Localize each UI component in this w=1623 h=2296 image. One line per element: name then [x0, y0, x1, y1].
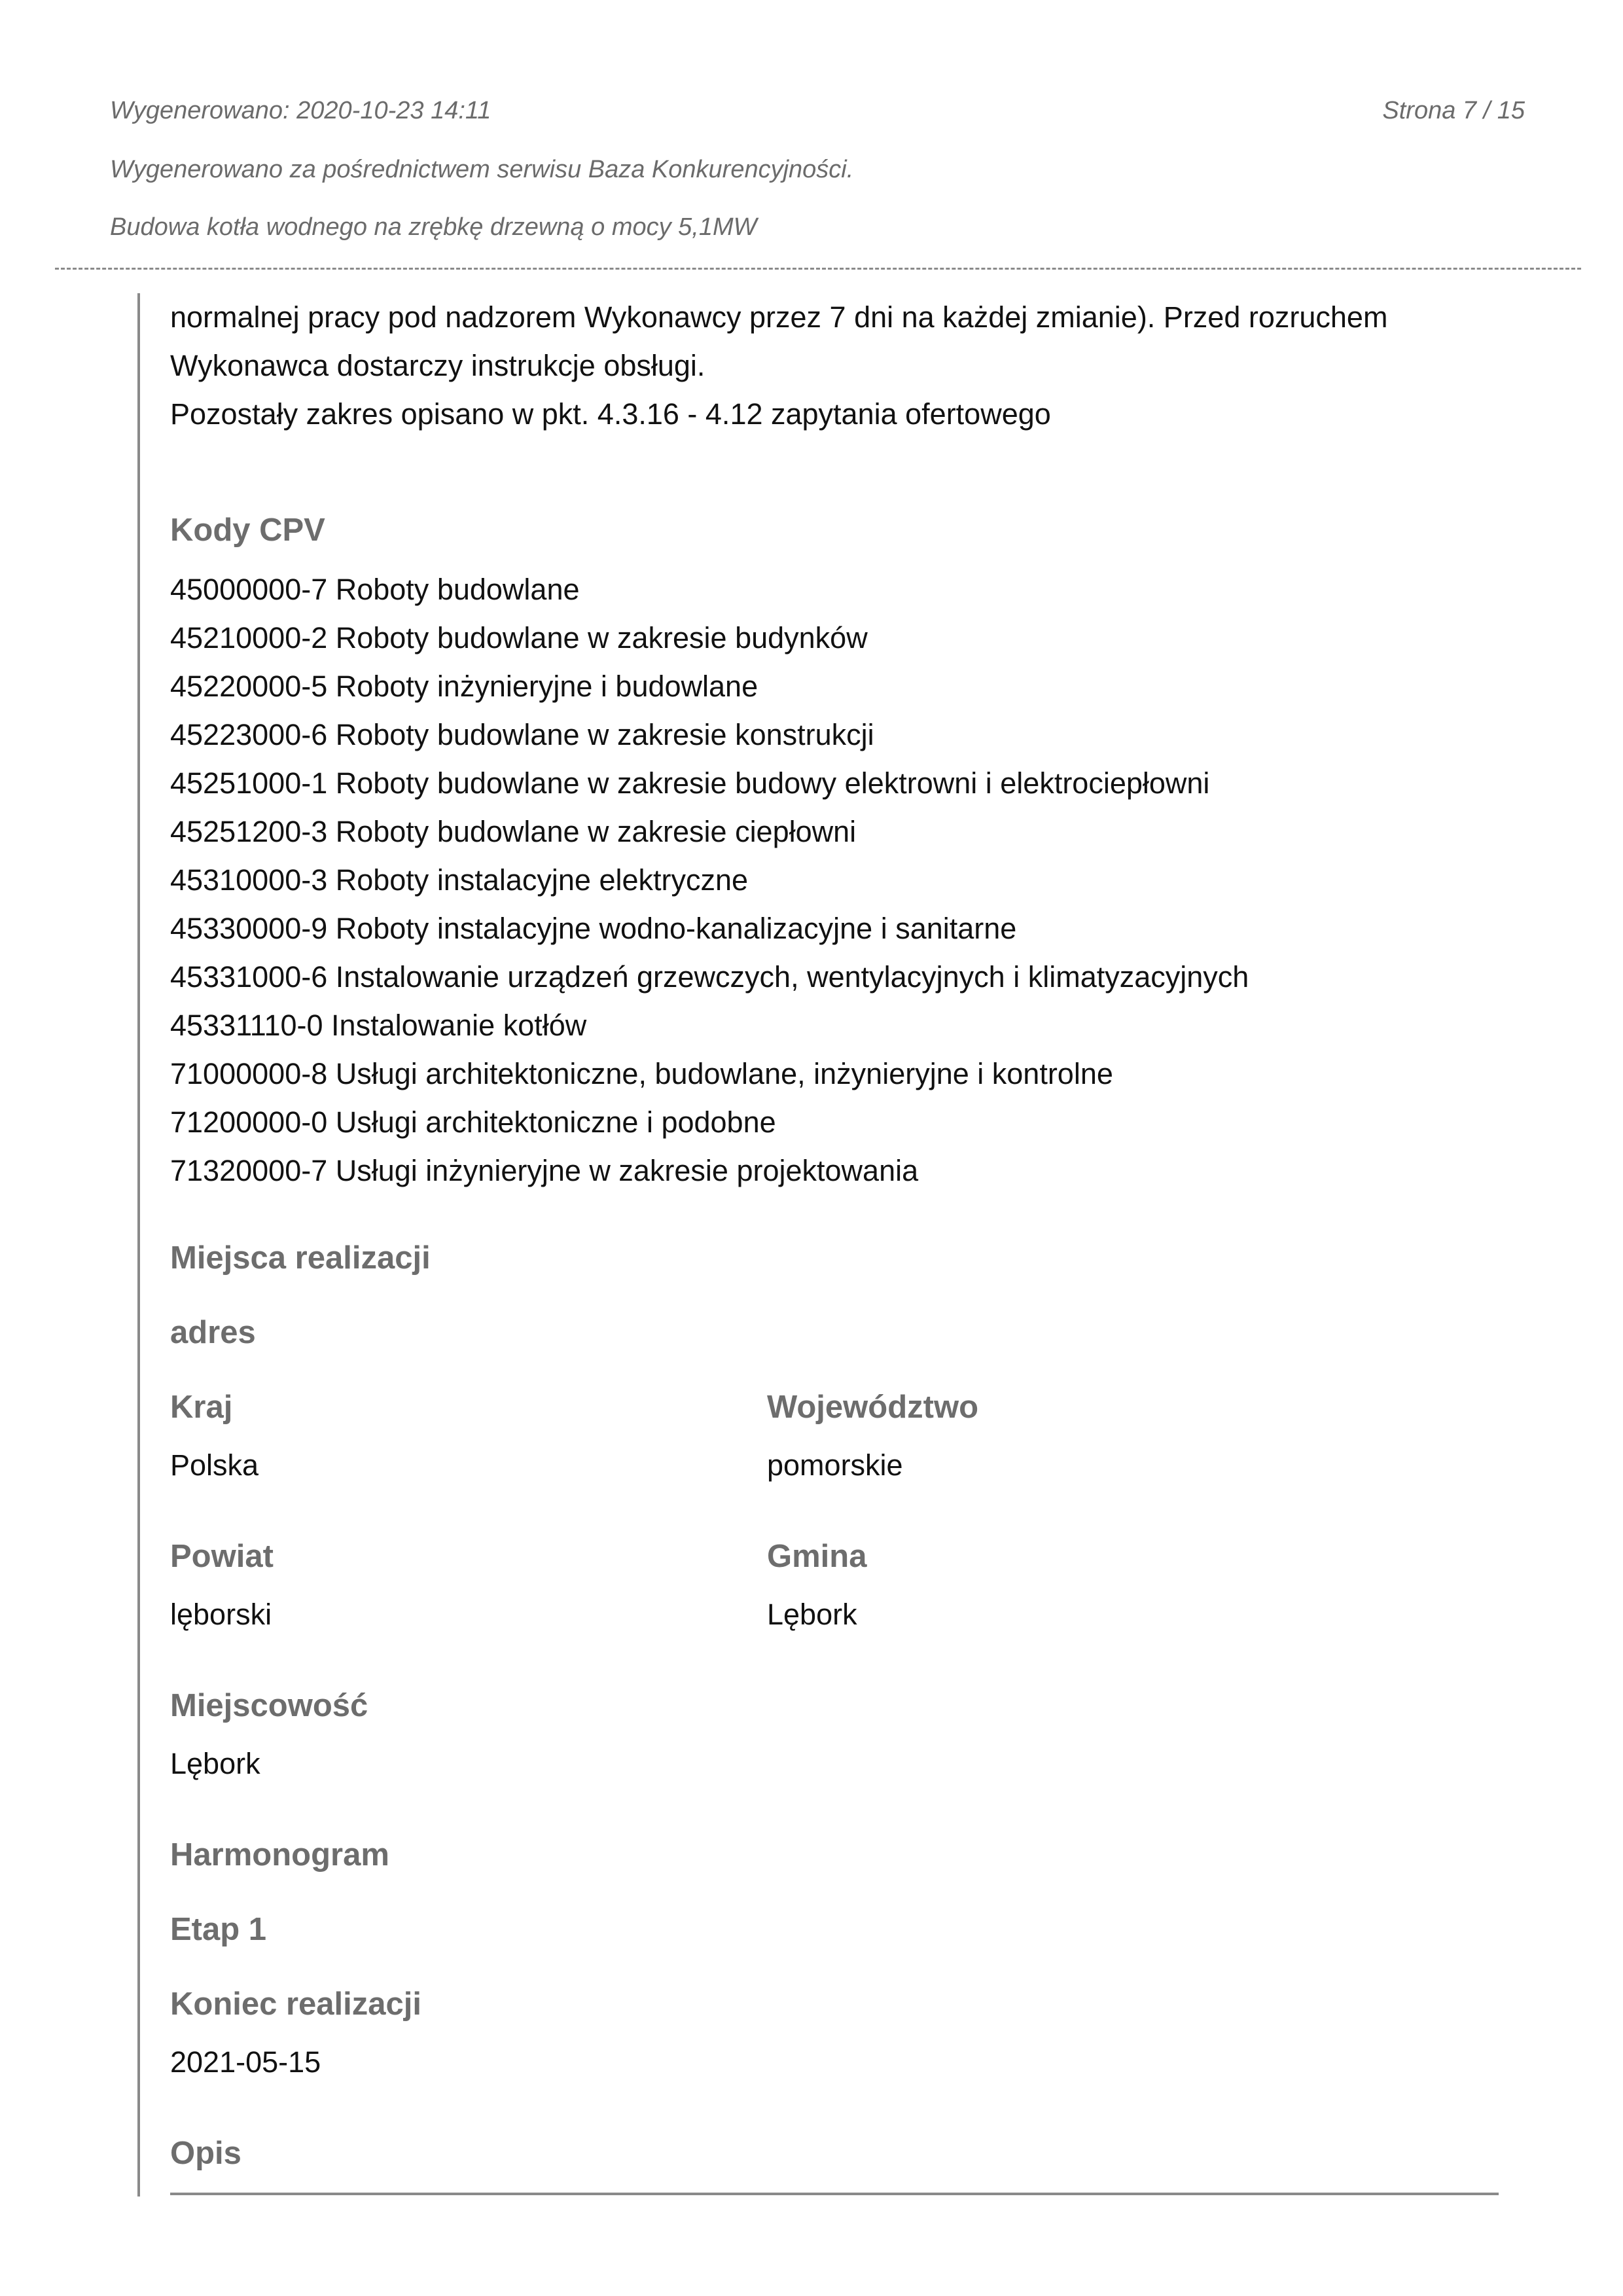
description-divider: [170, 2193, 1499, 2195]
cpv-heading: Kody CPV: [170, 512, 325, 548]
stage-heading: Etap 1: [170, 1912, 267, 1947]
cpv-item: 45330000-9 Roboty instalacyjne wodno-kanalizacyjne i sanitarne: [170, 912, 1017, 945]
county-value: lęborski: [170, 1598, 272, 1631]
generated-via-note: Wygenerowano za pośrednictwem serwisu Baza Konkurencyjności.: [110, 156, 854, 183]
cpv-item: 45251000-1 Roboty budowlane w zakresie budowy elektrowni i elektrociepłowni: [170, 766, 1210, 800]
end-date-value: 2021-05-15: [170, 2045, 321, 2079]
cpv-item: 45000000-7 Roboty budowlane: [170, 573, 580, 606]
voivodeship-value: pomorskie: [767, 1448, 903, 1482]
commune-value: Lębork: [767, 1598, 857, 1631]
intro-line: normalnej pracy pod nadzorem Wykonawcy przez 7 dni na każdej zmianie). Przed rozruchem: [170, 300, 1388, 334]
cpv-item: 45223000-6 Roboty budowlane w zakresie konstrukcji: [170, 718, 874, 751]
end-date-label: Koniec realizacji: [170, 1986, 422, 2022]
cpv-item: 71000000-8 Usługi architektoniczne, budowlane, inżynieryjne i kontrolne: [170, 1057, 1113, 1090]
voivodeship-label: Województwo: [767, 1390, 978, 1425]
cpv-item: 71320000-7 Usługi inżynieryjne w zakresie projektowania: [170, 1154, 919, 1187]
cpv-item: 45251200-3 Roboty budowlane w zakresie ciepłowni: [170, 815, 857, 848]
address-subheading: adres: [170, 1315, 256, 1350]
location-heading: Miejsca realizacji: [170, 1240, 431, 1276]
content-section: [137, 293, 1514, 2197]
cpv-item: 45331000-6 Instalowanie urządzeń grzewczych, wentylacyjnych i klimatyzacyjnych: [170, 960, 1249, 994]
document-title: Budowa kotła wodnego na zrębkę drzewną o mocy 5,1MW: [110, 213, 757, 241]
page-number: Strona 7 / 15: [1382, 97, 1525, 124]
intro-line: Pozostały zakres opisano w pkt. 4.3.16 - 4.12 zapytania ofertowego: [170, 397, 1051, 431]
country-value: Polska: [170, 1448, 259, 1482]
cpv-item: 45220000-5 Roboty inżynieryjne i budowlane: [170, 670, 758, 703]
schedule-heading: Harmonogram: [170, 1837, 389, 1873]
cpv-list: [170, 565, 1249, 1195]
cpv-item: 71200000-0 Usługi architektoniczne i podobne: [170, 1105, 776, 1139]
locality-value: Lębork: [170, 1747, 260, 1780]
county-label: Powiat: [170, 1539, 274, 1574]
country-label: Kraj: [170, 1390, 233, 1425]
generated-timestamp: Wygenerowano: 2020-10-23 14:11: [110, 97, 491, 124]
cpv-item: 45310000-3 Roboty instalacyjne elektryczne: [170, 863, 749, 897]
description-label: Opis: [170, 2136, 241, 2171]
intro-line: Wykonawca dostarczy instrukcje obsługi.: [170, 349, 705, 382]
locality-label: Miejscowość: [170, 1688, 368, 1723]
commune-label: Gmina: [767, 1539, 867, 1574]
header-divider: [55, 268, 1581, 270]
cpv-item: 45210000-2 Roboty budowlane w zakresie budynków: [170, 621, 868, 655]
intro-text: [170, 293, 1387, 439]
cpv-item: 45331110-0 Instalowanie kotłów: [170, 1009, 587, 1042]
